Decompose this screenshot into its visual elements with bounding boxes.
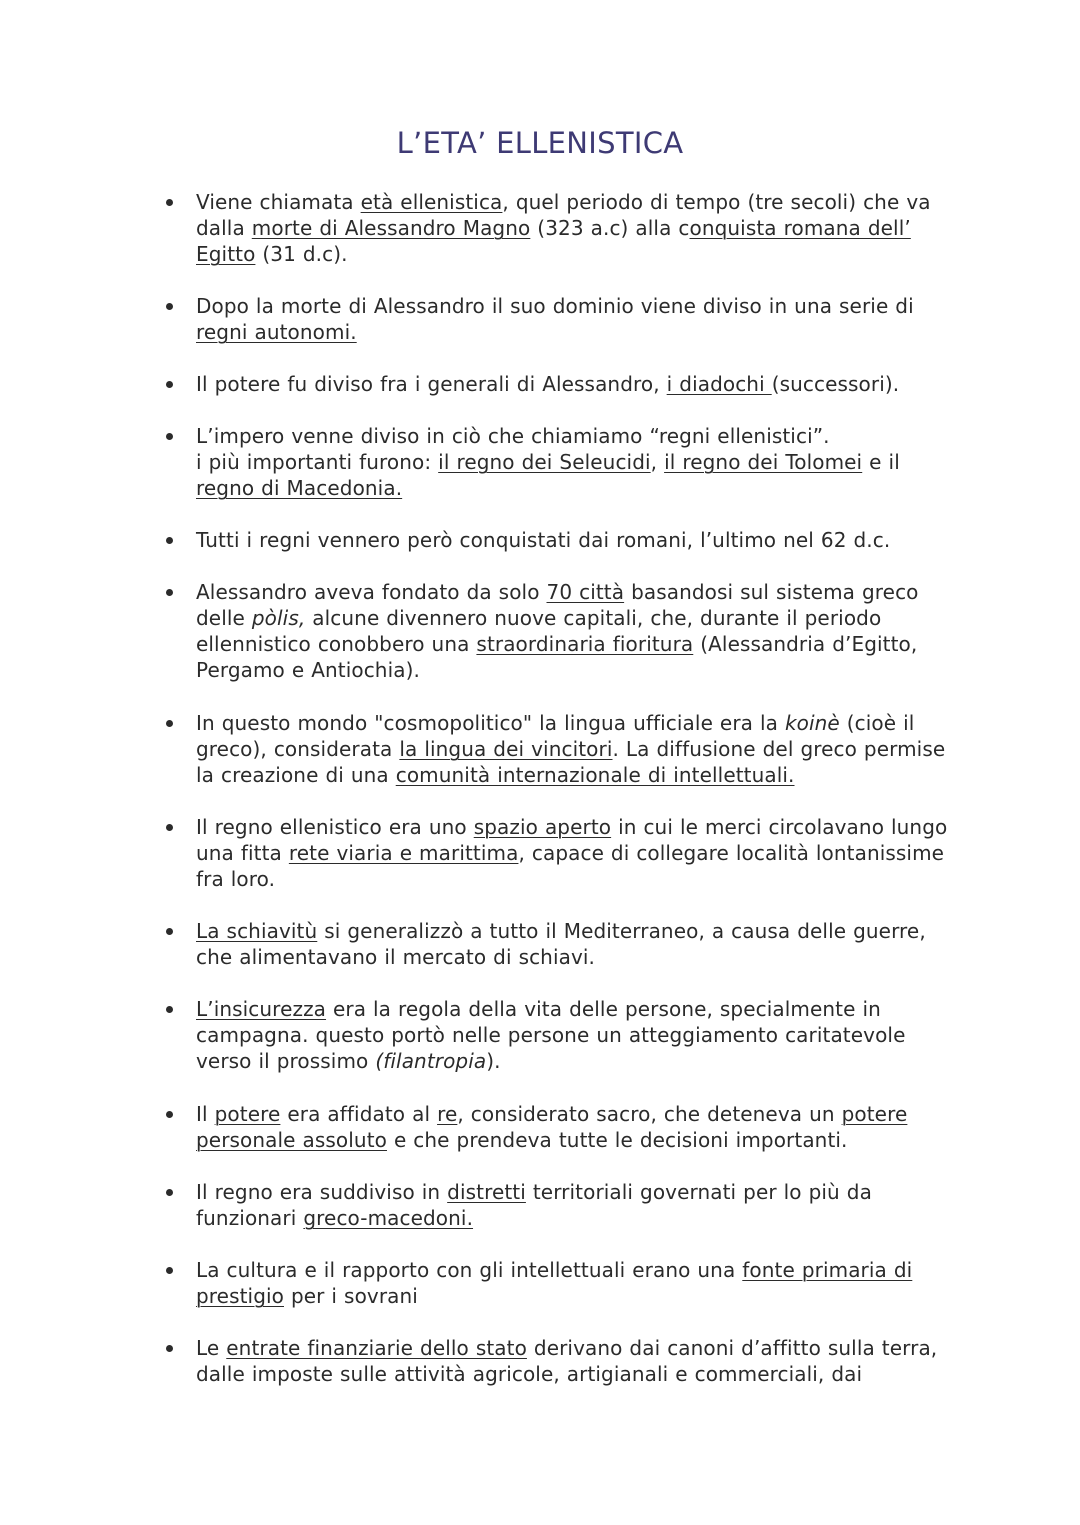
- bullet-item: [160, 710, 950, 788]
- underlined-text: L’insicurezza: [196, 997, 327, 1021]
- text-run: (31 d.c).: [255, 242, 348, 266]
- text-run: territoriali governati per lo più da funzionari: [196, 1180, 872, 1230]
- underlined-text: onquista romana dell’ Egitto: [196, 216, 911, 266]
- bullet-text: [196, 1179, 950, 1231]
- bullet-item: [160, 1179, 950, 1231]
- page-title: L’ETA’ ELLENISTICA: [396, 126, 684, 160]
- bullet-dot-icon: [166, 824, 173, 831]
- bullet-text: [196, 423, 950, 501]
- bullet-dot-icon: [166, 720, 173, 727]
- text-run: (successori).: [771, 372, 900, 396]
- text-run: L’impero venne diviso in ciò che chiamiamo “regni ellenistici”.: [196, 424, 830, 448]
- text-run: La cultura e il rapporto con gli intellettuali erano una: [196, 1258, 743, 1282]
- text-run: (Alessandria d’Egitto, Pergamo e Antiochia).: [196, 632, 918, 682]
- bullet-item: [160, 1101, 950, 1153]
- bullet-item: [160, 996, 950, 1074]
- underlined-text: i diadochi: [666, 372, 772, 396]
- underlined-text: spazio aperto: [473, 815, 612, 839]
- bullet-dot-icon: [166, 537, 173, 544]
- bullet-text: [196, 189, 950, 267]
- text-run: era affidato al: [280, 1102, 438, 1126]
- underlined-text: potere: [214, 1102, 281, 1126]
- bullet-item: [160, 293, 950, 345]
- bullet-dot-icon: [166, 199, 173, 206]
- text-run: e il: [862, 450, 900, 474]
- bullet-dot-icon: [166, 1345, 173, 1352]
- text-run: era la regola della vita delle persone, specialmente in campagna. questo portò nelle persone un atteggiamento caritatevole verso il prossimo: [196, 997, 906, 1073]
- text-run: Dopo la morte di Alessandro il suo dominio viene diviso in una serie di: [196, 294, 914, 318]
- bullet-dot-icon: [166, 1111, 173, 1118]
- text-run: basandosi sul sistema greco delle: [196, 580, 919, 630]
- underlined-text: regno di Macedonia.: [196, 476, 403, 500]
- bullet-text: [196, 371, 950, 397]
- text-run: . La diffusione del greco permise la creazione di una: [196, 737, 946, 787]
- bullet-item: [160, 814, 950, 892]
- text-run: , capace di collegare località lontanissime fra loro.: [196, 841, 945, 891]
- text-run: Il: [196, 1102, 215, 1126]
- bullet-dot-icon: [166, 381, 173, 388]
- text-run: si generalizzò a tutto il Mediterraneo, a causa delle guerre, che alimentavano il mercato di schiavi.: [196, 919, 926, 969]
- underlined-text: 70 città: [546, 580, 625, 604]
- text-run: , considerato sacro, che deteneva un: [457, 1102, 842, 1126]
- italic-text: (filantropia: [375, 1049, 487, 1073]
- text-run: derivano dai canoni d’affitto sulla terra, dalle imposte sulle attività agricole, artigianali e commerciali, dai: [196, 1336, 938, 1386]
- bullet-item: [160, 423, 950, 501]
- text-run: Il regno ellenistico era uno: [196, 815, 474, 839]
- bullet-text: [196, 710, 950, 788]
- text-run: e che prendeva tutte le decisioni importanti.: [386, 1128, 848, 1152]
- bullet-text: [196, 1335, 950, 1387]
- underlined-text: comunità internazionale di intellettuali.: [395, 763, 795, 787]
- text-run: Il regno era suddiviso in: [196, 1180, 448, 1204]
- bullet-item: [160, 579, 950, 683]
- underlined-text: potere personale assoluto: [196, 1102, 908, 1152]
- italic-text: pòlis,: [251, 606, 306, 630]
- bullet-text: [196, 814, 950, 892]
- text-run: In questo mondo "cosmopolitico" la lingua ufficiale era la: [196, 711, 785, 735]
- underlined-text: entrate finanziarie dello stato: [226, 1336, 527, 1360]
- text-run: (cioè il greco), considerata: [196, 711, 915, 761]
- text-run: Alessandro aveva fondato da solo: [196, 580, 547, 604]
- text-run: Viene chiamata: [196, 190, 361, 214]
- text-run: Le: [196, 1336, 227, 1360]
- underlined-text: fonte primaria di prestigio: [196, 1258, 913, 1308]
- bullet-item: [160, 1257, 950, 1309]
- underlined-text: la lingua dei vincitori: [399, 737, 613, 761]
- text-run: ).: [486, 1049, 501, 1073]
- bullet-text: [196, 579, 950, 683]
- text-run: alcune divennero nuove capitali, che, durante il periodo ellennistico conobbero una: [196, 606, 882, 656]
- italic-text: koinè: [784, 711, 840, 735]
- bullet-item: [160, 527, 950, 553]
- bullet-text: [196, 293, 950, 345]
- text-run: per i sovrani: [284, 1284, 418, 1308]
- underlined-text: re: [437, 1102, 458, 1126]
- bullet-item: [160, 371, 950, 397]
- bullet-item: [160, 918, 950, 970]
- underlined-text: distretti: [447, 1180, 526, 1204]
- text-run: (323 a.c) alla c: [530, 216, 690, 240]
- text-run: i più importanti furono:: [196, 450, 439, 474]
- text-run: Tutti i regni vennero però conquistati dai romani, l’ultimo nel 62 d.c.: [196, 528, 891, 552]
- underlined-text: età ellenistica: [360, 190, 503, 214]
- underlined-text: morte di Alessandro Magno: [251, 216, 531, 240]
- underlined-text: straordinaria fioritura: [476, 632, 694, 656]
- bullet-item: [160, 189, 950, 267]
- text-run: , quel periodo di tempo (tre secoli) che va dalla: [196, 190, 931, 240]
- bullet-dot-icon: [166, 1267, 173, 1274]
- text-run: Il potere fu diviso fra i generali di Alessandro,: [196, 372, 667, 396]
- underlined-text: regni autonomi.: [196, 320, 357, 344]
- underlined-text: rete viaria e marittima: [288, 841, 519, 865]
- underlined-text: il regno dei Tolomei: [664, 450, 863, 474]
- bullet-text: [196, 996, 950, 1074]
- bullet-item: [160, 1335, 950, 1387]
- bullet-dot-icon: [166, 589, 173, 596]
- text-run: in cui le merci circolavano lungo una fitta: [196, 815, 948, 865]
- underlined-text: il regno dei Seleucidi: [438, 450, 651, 474]
- underlined-text: La schiavitù: [196, 919, 318, 943]
- bullet-text: [196, 1257, 950, 1309]
- bullet-dot-icon: [166, 303, 173, 310]
- bullet-text: [196, 918, 950, 970]
- underlined-text: greco-macedoni.: [303, 1206, 474, 1230]
- bullet-text: [196, 527, 950, 553]
- bullet-text: [196, 1101, 950, 1153]
- bullet-dot-icon: [166, 1006, 173, 1013]
- text-run: ,: [650, 450, 665, 474]
- bullet-dot-icon: [166, 1189, 173, 1196]
- bullet-dot-icon: [166, 928, 173, 935]
- bullet-dot-icon: [166, 433, 173, 440]
